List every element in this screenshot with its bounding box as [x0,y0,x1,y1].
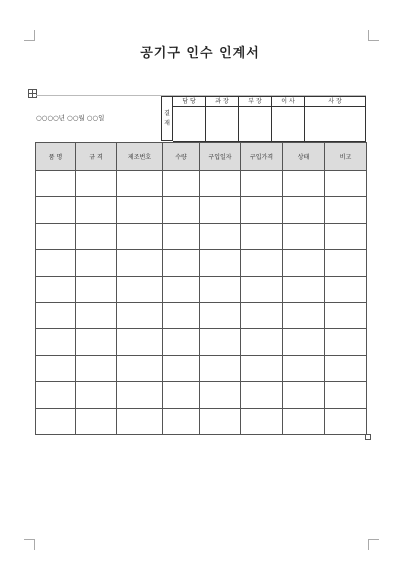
table-cell[interactable] [117,250,163,276]
signature-area[interactable] [272,107,304,141]
table-cell[interactable] [117,355,163,381]
signature-area[interactable] [173,107,205,141]
table-cell[interactable] [200,276,241,302]
column-header-quantity: 수량 [163,143,200,171]
table-cell[interactable] [76,171,117,197]
table-cell[interactable] [117,302,163,328]
table-cell[interactable] [117,329,163,355]
table-cell[interactable] [241,355,283,381]
crop-mark-bottom-left [24,539,35,550]
column-header-purchase-date: 구입일자 [200,143,241,171]
column-header-condition: 상태 [283,143,325,171]
table-cell[interactable] [117,408,163,434]
column-header-serial-number: 제조번호 [117,143,163,171]
table-cell[interactable] [241,223,283,249]
approval-role: 담 당 [173,97,205,107]
table-cell[interactable] [163,276,200,302]
signature-area[interactable] [206,107,238,141]
table-cell[interactable] [241,408,283,434]
document-title: 공기구 인수 인계서 [140,46,260,61]
table-cell[interactable] [117,382,163,408]
approval-label [161,96,173,141]
approval-cell-general-manager[interactable] [239,96,272,142]
table-cell[interactable] [76,223,117,249]
approval-role: 이 사 [272,97,304,107]
table-cell[interactable] [325,408,367,434]
table-cell[interactable] [325,223,367,249]
table-cell[interactable] [76,250,117,276]
table-cell[interactable] [200,197,241,223]
table-cell[interactable] [163,382,200,408]
table-cell[interactable] [163,355,200,381]
crop-mark-top-right [368,30,379,41]
column-header-item-name: 품 명 [36,143,76,171]
table-cell[interactable] [325,250,367,276]
table-row [36,197,367,223]
table-row [36,250,367,276]
table-cell[interactable] [36,171,76,197]
table-cell[interactable] [36,197,76,223]
table-cell[interactable] [163,408,200,434]
approval-cell-president[interactable] [305,96,366,142]
header-row [36,143,367,171]
table-cell[interactable] [117,171,163,197]
table-cell[interactable] [36,355,76,381]
table-cell[interactable] [325,382,367,408]
table-cell[interactable] [76,382,117,408]
table-row [36,276,367,302]
table-cell[interactable] [163,329,200,355]
table-cell[interactable] [200,382,241,408]
table-cell[interactable] [117,197,163,223]
table-move-handle-icon[interactable] [28,89,37,98]
table-cell[interactable] [76,197,117,223]
table-cell[interactable] [325,197,367,223]
table-cell[interactable] [163,197,200,223]
table-cell[interactable] [200,355,241,381]
equipment-table [35,142,367,435]
table-cell[interactable] [241,302,283,328]
table-cell[interactable] [76,276,117,302]
signature-area[interactable] [239,107,271,141]
approval-cell-staff[interactable] [173,96,206,142]
table-cell[interactable] [241,329,283,355]
table-cell[interactable] [241,171,283,197]
crop-mark-top-left [24,30,35,41]
table-cell[interactable] [163,223,200,249]
table-cell[interactable] [283,408,325,434]
column-header-spec: 규 격 [76,143,117,171]
table-cell[interactable] [325,276,367,302]
table-cell[interactable] [200,171,241,197]
table-row [36,408,367,434]
table-cell[interactable] [200,329,241,355]
table-cell[interactable] [241,197,283,223]
approval-label-top: 결 [164,109,170,117]
table-cell[interactable] [241,250,283,276]
table-cell[interactable] [36,223,76,249]
table-cell[interactable] [325,329,367,355]
table-row [36,171,367,197]
table-cell[interactable] [283,329,325,355]
table-cell[interactable] [241,382,283,408]
approval-role: 부 장 [239,97,271,107]
table-cell[interactable] [283,223,325,249]
table-row [36,382,367,408]
table-cell[interactable] [325,355,367,381]
table-cell[interactable] [76,329,117,355]
table-cell[interactable] [76,302,117,328]
column-header-remarks: 비고 [325,143,367,171]
crop-mark-bottom-right [368,539,379,550]
table-cell[interactable] [36,329,76,355]
table-cell[interactable] [325,171,367,197]
table-cell[interactable] [283,250,325,276]
table-cell[interactable] [200,223,241,249]
approval-cell-director[interactable] [272,96,305,142]
table-cell[interactable] [117,223,163,249]
approval-role: 사 장 [305,97,365,107]
table-cell[interactable] [76,408,117,434]
table-cell[interactable] [163,302,200,328]
table-cell[interactable] [283,197,325,223]
table-cell[interactable] [200,302,241,328]
table-cell[interactable] [76,355,117,381]
table-cell[interactable] [163,250,200,276]
table-cell[interactable] [283,302,325,328]
table-cell[interactable] [117,276,163,302]
table-cell[interactable] [36,408,76,434]
table-cell[interactable] [283,276,325,302]
column-header-purchase-price: 구입가격 [241,143,283,171]
table-cell[interactable] [36,382,76,408]
table-body [36,171,367,435]
table-cell[interactable] [36,276,76,302]
date-line: ○○○○년 ○○월 ○○일 [36,114,105,122]
table-row [36,329,367,355]
table-cell[interactable] [241,276,283,302]
table-cell[interactable] [36,250,76,276]
table-cell[interactable] [325,302,367,328]
table-cell[interactable] [283,355,325,381]
table-cell[interactable] [200,408,241,434]
table-cell[interactable] [283,382,325,408]
approval-role: 과 장 [206,97,238,107]
signature-area[interactable] [305,107,365,141]
approval-cell-manager[interactable] [206,96,239,142]
table-row [36,302,367,328]
table-cell[interactable] [200,250,241,276]
approval-label-bottom: 재 [164,119,170,127]
table-cell[interactable] [36,302,76,328]
table-cell[interactable] [283,171,325,197]
table-row [36,223,367,249]
table-row [36,355,367,381]
table-cell[interactable] [163,171,200,197]
table-resize-handle-icon[interactable] [365,434,371,440]
